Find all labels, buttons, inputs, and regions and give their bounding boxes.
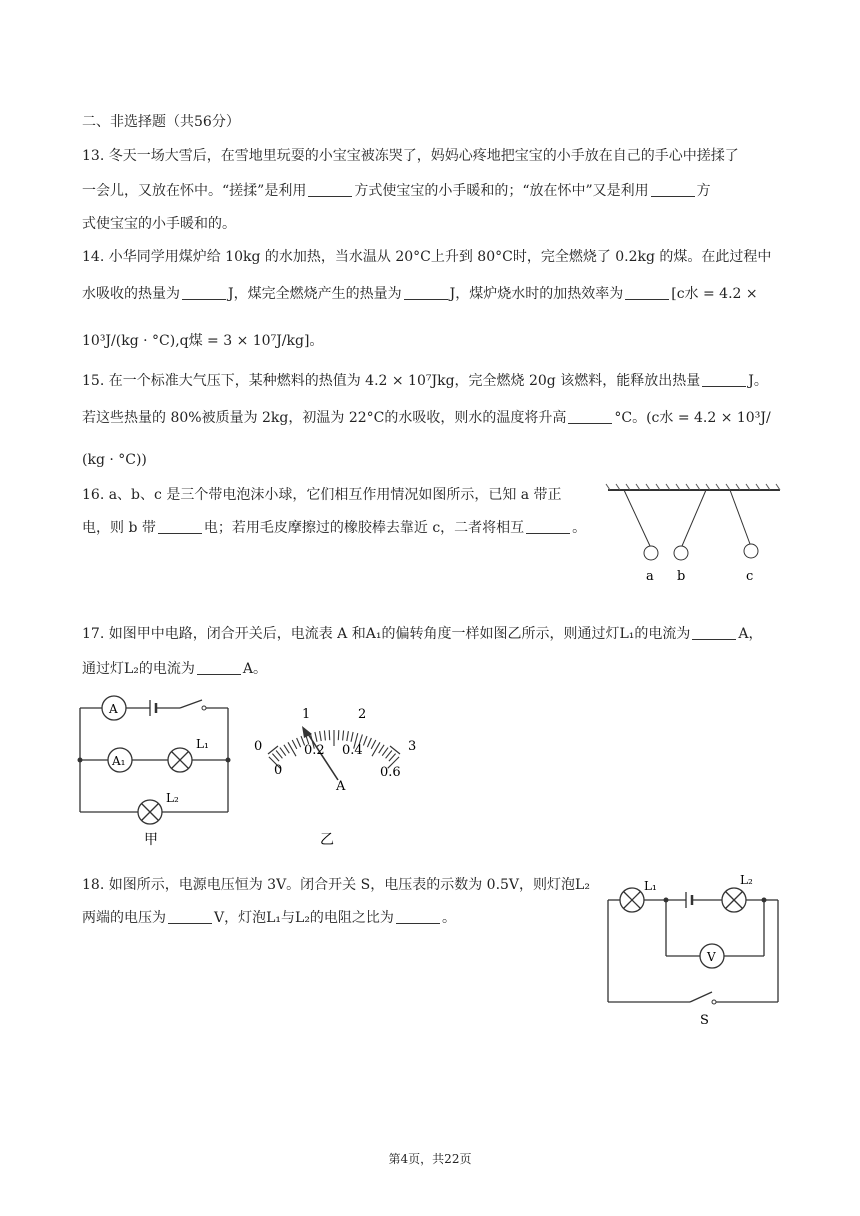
- dial-tick: [324, 731, 325, 741]
- dial-tick: [343, 731, 344, 741]
- q15-text-b: J。: [748, 373, 768, 389]
- lamp-l1-label: L₁: [644, 879, 657, 893]
- q15-line-1: [82, 371, 768, 391]
- answer-blank[interactable]: [651, 182, 695, 197]
- lower-tick-0-6: 0.6: [380, 765, 401, 780]
- dial-tick: [284, 745, 289, 753]
- dial-tick: [351, 732, 353, 742]
- ammeter-dial-figure: [240, 692, 430, 852]
- q18-text-c: 。: [441, 910, 456, 926]
- lamp-l2: [722, 888, 746, 912]
- dial-tick: [338, 730, 339, 740]
- q16-text-b: 电；若用毛皮摩擦过的橡胶棒去靠近 c，二者将相互: [203, 520, 525, 536]
- ball-a-label: a: [646, 569, 654, 584]
- dial-tick: [315, 732, 317, 742]
- ball-b: [674, 546, 688, 560]
- lamp-l2: [138, 800, 162, 824]
- lamp-l1: [620, 888, 644, 912]
- circuit-q18-figure: [600, 870, 790, 1030]
- lamp-l2-label: L₂: [166, 791, 179, 805]
- lower-tick-0: 0: [274, 763, 283, 778]
- ball-c: [744, 544, 758, 558]
- q14-line-2: [82, 284, 758, 304]
- answer-blank[interactable]: [182, 285, 226, 300]
- page-footer: 第4页，共22页: [388, 1152, 472, 1166]
- q18-text-b: V，灯泡L₁与L₂的电阻之比为: [214, 910, 394, 926]
- answer-blank[interactable]: [526, 519, 570, 534]
- dial-tick: [276, 751, 282, 759]
- dial-tick: [347, 731, 349, 741]
- dial-tick: [379, 745, 384, 753]
- section-title: 二、非选择题（共56分）: [82, 114, 240, 130]
- charged-balls-figure: [600, 482, 790, 592]
- lamp-l1: [168, 748, 192, 772]
- q17-text-a2: 通过灯L₂的电流为: [82, 661, 195, 677]
- lower-tick-0-2: 0.2: [304, 743, 325, 758]
- q14-text-c: J，煤炉烧水时的加热效率为: [449, 286, 624, 302]
- dial-tick: [320, 731, 322, 741]
- answer-blank[interactable]: [158, 519, 202, 534]
- answer-blank[interactable]: [168, 909, 212, 924]
- dial-tick: [382, 748, 388, 756]
- q16-text-a: 电，则 b 带: [82, 520, 156, 536]
- ball-b-label: b: [677, 569, 686, 584]
- q13-line-3: 式使宝宝的小手暖和的。: [82, 216, 236, 232]
- upper-tick-2: 2: [358, 707, 367, 722]
- lower-tick-0-4: 0.4: [342, 743, 363, 758]
- q15-text-b2: °C。(c水 = 4.2 × 10³J/: [614, 410, 771, 426]
- q13-text-c: 方: [696, 183, 711, 199]
- circuit-jia-figure: [74, 692, 244, 852]
- q15-text-a2: 若这些热量的 80%被质量为 2kg，初温为 22°C的水吸收，则水的温度将升高: [82, 410, 567, 426]
- q13-line-1: 13. 冬天一场大雪后，在雪地里玩耍的小宝宝被冻哭了，妈妈心疼地把宝宝的小手放在自己的手心中搓揉了: [82, 148, 739, 164]
- q13-line-2: [82, 181, 711, 201]
- q14-line-3: 10³J/(kg · °C),q煤 = 3 × 10⁷J/kg]。: [82, 333, 324, 349]
- q15-line-3: (kg · °C)): [82, 452, 147, 468]
- q13-text-a: 一会儿，又放在怀中。“搓揉”是利用: [82, 183, 307, 199]
- dial-tick: [297, 738, 301, 747]
- answer-blank[interactable]: [702, 372, 746, 387]
- q14-text-d: [c水 = 4.2 ×: [671, 286, 758, 302]
- q14-line-1: 14. 小华同学用煤炉给 10kg 的水加热，当水温从 20°C上升到 80°C时，完全燃烧了 0.2kg 的煤。在此过程中: [82, 249, 772, 265]
- q18-text-a: 两端的电压为: [82, 910, 166, 926]
- q17-line-1: [82, 624, 762, 644]
- voltmeter-label: V: [707, 950, 716, 964]
- ball-a: [644, 546, 658, 560]
- answer-blank[interactable]: [404, 285, 448, 300]
- q16-line-1: 16. a、b、c 是三个带电泡沫小球，它们相互作用情况如图所示，已知 a 带正: [82, 487, 562, 503]
- q18-line-1: 18. 如图所示，电源电压恒为 3V。闭合开关 S，电压表的示数为 0.5V，则灯泡L₂: [82, 877, 590, 893]
- q17-text-b: A，: [738, 626, 763, 642]
- q15-text-a: 15. 在一个标准大气压下，某种燃料的热值为 4.2 × 10⁷Jkg，完全燃烧 20g 该燃料，能释放出热量: [82, 373, 701, 389]
- dial-tick: [363, 736, 367, 745]
- upper-tick-3: 3: [408, 739, 417, 754]
- q16-line-2: [82, 518, 586, 538]
- dial-tick: [389, 754, 396, 762]
- figure-caption-jia: 甲: [144, 832, 158, 848]
- q18-line-2: [82, 908, 456, 928]
- ammeter-a1-label: A₁: [112, 754, 126, 768]
- dial-tick: [329, 730, 330, 740]
- q13-text-b: 方式使宝宝的小手暖和的；“放在怀中”又是利用: [354, 183, 649, 199]
- dial-tick: [292, 740, 297, 749]
- q17-text-a: 17. 如图甲中电路，闭合开关后，电流表 A 和A₁的偏转角度一样如图乙所示，则通过灯L₁的电流为: [82, 626, 691, 642]
- q17-line-2: [82, 659, 267, 679]
- q14-text-a: 水吸收的热量为: [82, 286, 180, 302]
- dial-tick: [272, 754, 279, 762]
- q17-text-b2: A。: [242, 661, 268, 677]
- lamp-l1-label: L₁: [196, 737, 209, 751]
- answer-blank[interactable]: [197, 660, 241, 675]
- q14-text-b: J，煤完全燃烧产生的热量为: [228, 286, 402, 302]
- pointer-label: A: [336, 779, 346, 794]
- ball-c-label: c: [746, 569, 754, 584]
- switch-label: S: [700, 1013, 709, 1028]
- q16-text-c: 。: [572, 520, 587, 536]
- dial-tick: [280, 748, 286, 756]
- answer-blank[interactable]: [396, 909, 440, 924]
- upper-tick-1: 1: [302, 707, 311, 722]
- q15-line-2: [82, 408, 771, 428]
- upper-tick-0: 0: [254, 739, 263, 754]
- figure-caption-yi: 乙: [320, 832, 334, 848]
- lamp-l2-label: L₂: [740, 873, 753, 887]
- dial-tick: [371, 740, 376, 749]
- dial-tick: [386, 751, 392, 759]
- answer-blank[interactable]: [692, 625, 736, 640]
- answer-blank[interactable]: [568, 409, 612, 424]
- ammeter-a-label: A: [109, 702, 118, 716]
- dial-tick: [367, 738, 371, 747]
- answer-blank[interactable]: [308, 182, 352, 197]
- answer-blank[interactable]: [625, 285, 669, 300]
- dial-ticks: [269, 730, 399, 768]
